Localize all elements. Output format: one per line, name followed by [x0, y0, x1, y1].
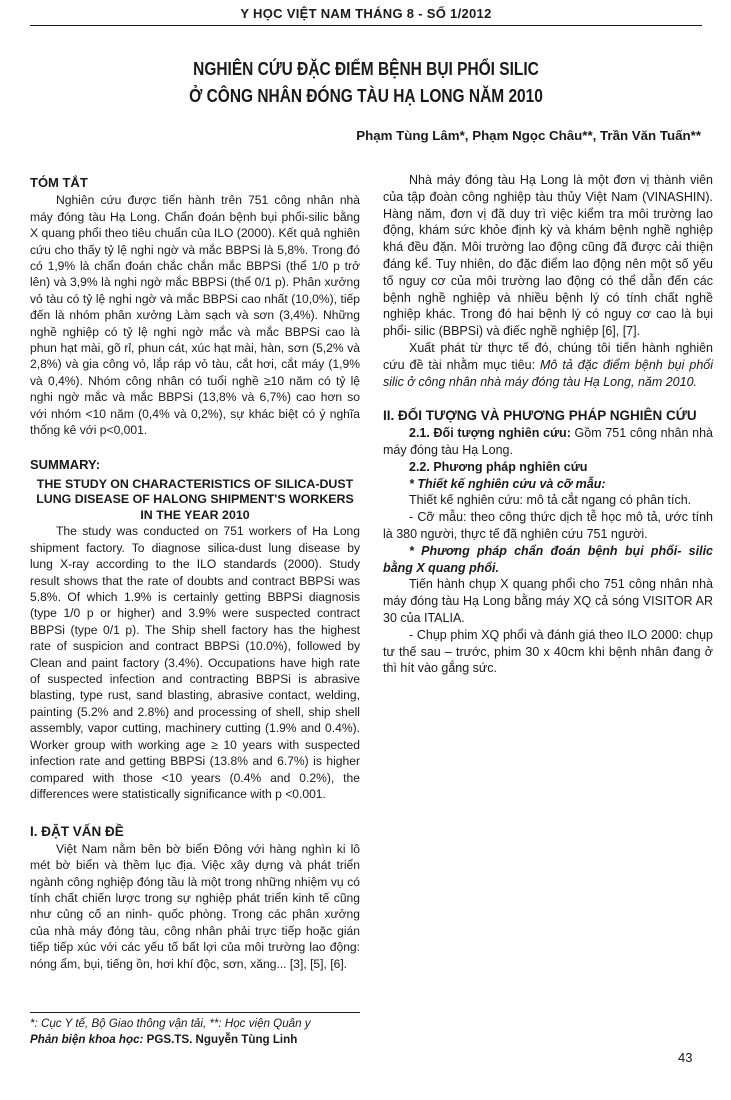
intro-p1-text: Việt Nam nằm bên bờ biển Đông với hàng nghìn ki lô mét bờ biển và thềm lục địa. Việc xây dựng và phát triển ngành công nghiệp đóng tầu là một trong những nhiệm vụ có tính chất chiến lược trong sự nghiệp phát triển kinh tế cũng như củng cố an ninh- quốc phòng. Trong các phân xưởng của nhà máy đóng tàu, công nhân phải trực tiếp hoặc gián tiếp tiếp xúc với các yếu tố bất lợi của môi trường lao động: nóng ẩm, bụi, tiếng ồn, hơi khí độc, sơn, xăng... [3], [5], [6]. — [30, 841, 360, 971]
methods-2-2-label: 2.2. Phương pháp nghiên cứu — [409, 459, 588, 474]
sample-text: - Cỡ mẫu: theo công thức dịch tễ học mô tả, ước tính là 380 người, thực tế đã nghiên cứu 751 người. — [383, 510, 713, 541]
intro-paragraph-2: Nhà máy đóng tàu Hạ Long là một đơn vị thành viên của tập đoàn công nghiệp tàu thủy Việt Nam (VINASHIN). Hàng năm, đơn vị đã duy trì việc kiểm tra môi trường lao động, khám sức khỏe định kỳ và khám bệnh nghề nghiệp khá đều đặn. Môi trường lao động cũng đã được cải thiện đáng kể. Tuy nhiên, do đặc điểm lao động nên một số yếu tố nguy cơ của môi trường lao động có thể dẫn đến các bệnh nghề nghiệp và nhiều bệnh lý có tính chất nghề nghiệp khác. Trong đó hai bệnh lý có nguy cơ cao là bụi phổi- silic (BBPSi) và điếc nghề nghiệp [6], [7]. — [383, 173, 713, 339]
intro-p3-lead: Xuất phát từ thực tế đó, chúng tôi tiến hành nghiên cứu đề tài nhằm mục tiêu: — [383, 340, 713, 372]
abstract-heading: TÓM TẮT — [30, 175, 88, 190]
intro-p3-goal: Mô tả đặc điểm bệnh bụi phổi silic ở công nhân nhà máy đóng tàu Hạ Long, năm 2010. — [383, 357, 713, 389]
diagnosis-text-2: - Chụp phim XQ phổi và đánh giá theo ILO 2000: chụp tư thế sau – trước, phim 30 x 40cm khi bệnh nhân đang ở thì hít vào gắng sức. — [383, 627, 713, 676]
left-column — [30, 175, 360, 972]
header-rule — [30, 25, 702, 26]
design-text: Thiết kế nghiên cứu: mô tả cắt ngang có phân tích. — [409, 493, 692, 508]
methods-2-1-text: Gồm 751 công nhân nhà máy đóng tàu Hạ Long. — [383, 426, 713, 457]
article-title-line2: Ở CÔNG NHÂN ĐÓNG TÀU HẠ LONG NĂM 2010 — [189, 86, 543, 106]
footnote — [30, 1016, 370, 1048]
intro-paragraph-3 — [383, 340, 713, 390]
methods-2-1 — [383, 425, 713, 459]
intro-heading: I. ĐẶT VẤN ĐỀ — [30, 824, 124, 840]
article-title-line1: NGHIÊN CỨU ĐẶC ĐIỂM BỆNH BỤI PHỔI SILIC — [193, 59, 539, 79]
summary-title: THE STUDY ON CHARACTERISTICS OF SILICA-DUST LUNG DISEASE OF HALONG SHIPMENT'S WORKERS IN THE YEAR 2010 — [36, 476, 354, 522]
right-column — [383, 172, 713, 677]
reviewer-name: PGS.TS. Nguyễn Tùng Linh — [143, 1033, 298, 1046]
summary-heading: SUMMARY: — [30, 456, 101, 472]
summary-text: The study was conducted on 751 workers of Ha Long shipment factory. To diagnose silica-dust lung disease by lung X-ray according to the ILO standards (2000). Study result shows that the rate of doubts and contract BBPSi was 5.8%. Of which 1.9% is certainly getting BBPSi diagnosis (type 1/0 p or higher) and 3.9% were suspected contract BBPSi (type 0/1 p). The Ship shell factory has the highest rate of suspicion and contract BBPSi (10.0%), followed by Clean and paint factory (3.4%). Occupations have high rate of suspected infection and contracting BBPSi is abrasive blasting, type rust, sand blasting, abrasive contact, welding, painting (5.2% and 2.8%) and processing of shell, ship shell assembly, vapor cutting, machinery cutting (1.9% and 0.4%). Worker group with working age ≥ 10 years with suspected infection rate and getting BBPSi (13.8% and 6.7%) is higher compared with those <10 years (0.4% and 0.2%), the differences were statistically significance with p <0.001. — [30, 524, 360, 801]
footnote-affiliations: *: Cục Y tế, Bộ Giao thông vận tải, **: Học viện Quân y — [30, 1017, 311, 1030]
footnote-rule — [30, 1012, 360, 1013]
methods-heading: II. ĐỐI TƯỢNG VÀ PHƯƠNG PHÁP NGHIÊN CỨU — [383, 408, 697, 424]
diagnosis-heading: * Phương pháp chẩn đoán bệnh bụi phổi- silic bằng X quang phổi. — [383, 543, 713, 575]
intro-paragraph-1-start — [30, 841, 360, 972]
diagnosis-text-1: Tiến hành chụp X quang phổi cho 751 công nhân nhà máy đóng tàu Hạ Long bằng máy XQ cả sóng VISITOR AR 30 của ITALIA. — [383, 577, 713, 625]
abstract-text: Nghiên cứu được tiến hành trên 751 công nhân nhà máy đóng tàu Hạ Long. Chẩn đoán bệnh bụi phổi-silic bằng X quang phổi theo tiêu chuẩn của ILO (2000). Kết quả nghiên cứu cho thấy tỷ lệ nghi ngờ và mắc BBPSi là 5,8%. Trong đó có 1,9% là chẩn đoán chắc chắn mắc BBPSi (thể 1/0 p trở lên) và 3,9% là nghi ngờ mắc BBPSi (thể 0/1 p). Phân xưởng vỏ tàu có tỷ lệ nghi ngờ và mắc BBPSi cao nhất (10,0%), tiếp đến là nhóm phân xưởng Làm sạch và sơn (3,4%). Những nghề nghiệp có tỷ lệ nghi ngờ mắc và mắc BBPSi cao là phun hạt mài, gõ rỉ, phun cát, xúc hạt mài, hàn, sơn (5,2% và 2,8%) và gia công vỏ, lắp ráp vỏ tàu, cắt hơi, cắt máy (1,9% và 0,4%). Nhóm công nhân có tuổi nghề ≥10 năm có tỷ lệ nghi ngờ mắc và mắc BBPSi (13,8% và 6,7%) cao hơn so với nhóm <10 năm (0,4% và 0,2%), sự khác biệt có ý nghĩa thống kê với p<0,001. — [30, 193, 360, 438]
reviewer-label: Phản biện khoa học: — [30, 1033, 144, 1046]
page-number: 43 — [678, 1050, 693, 1065]
footnote-reviewer — [30, 1032, 370, 1048]
journal-header: Y HỌC VIỆT NAM THÁNG 8 - SỐ 1/2012 — [240, 6, 492, 21]
methods-2-1-label: 2.1. Đối tượng nghiên cứu: — [409, 426, 571, 441]
authors: Phạm Tùng Lâm*, Phạm Ngọc Châu**, Trần Văn Tuấn** — [356, 128, 701, 143]
design-heading: * Thiết kế nghiên cứu và cỡ mẫu: — [409, 476, 606, 491]
